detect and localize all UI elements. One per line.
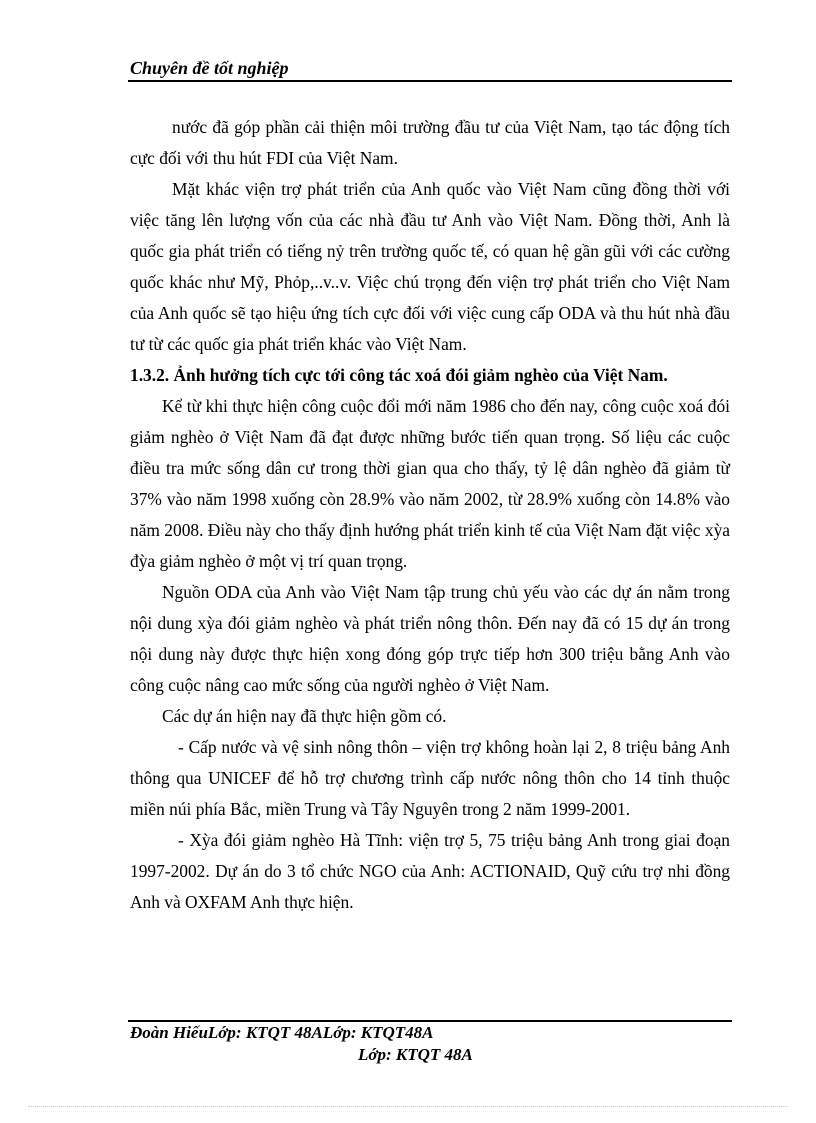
paragraph-3: Kể từ khi thực hiện công cuộc đổi mới năm 1986 cho đến nay, công cuộc xoá đói giảm nghèo ở Việt Nam đã đạt được những bước tiến quan trọng. Số liệu các cuộc điều tra mức sống dân cư trong thời gian qua cho thấy, tỷ lệ dân nghèo đã giảm từ 37% vào năm 1998 xuống còn 28.9% vào năm 2002, từ 28.9% xuống còn 14.8% vào năm 2008. Điều này cho thấy định hướng phát triển kinh tế của Việt Nam đặt việc xỳa đỳa giảm nghèo ở một vị trí quan trọng. <box>130 396 730 571</box>
page-header-title: Chuyên đề tốt nghiệp <box>130 58 289 78</box>
paragraph-4: Nguồn ODA của Anh vào Việt Nam tập trung chủ yếu vào các dự án nằm trong nội dung xỳa đói giảm nghèo và phát triển nông thôn. Đến nay đã có 15 dự án trong nội dung này được thực hiện xong đóng góp trực tiếp hơn 300 triệu bằng Anh vào công cuộc nâng cao mức sống của người nghèo ở Việt Nam. <box>130 582 730 695</box>
paragraph-2: Mặt khác viện trợ phát triển của Anh quốc vào Việt Nam cũng đồng thời với việc tăng lên lượng vốn của các nhà đầu tư Anh vào Việt Nam. Đồng thời, Anh là quốc gia phát triển có tiếng nỷ trên trường quốc tế, có quan hệ gần gũi với các cường quốc khác như Mỹ, Phỏp,..v..v. Việc chú trọng đến viện trợ phát triển cho Việt Nam của Anh quốc sẽ tạo hiệu ứng tích cực đối với việc cung cấp ODA và thu hút nhà đầu tư từ các quốc gia phát triển khác vào Việt Nam. <box>130 179 730 354</box>
header-rule <box>128 80 732 82</box>
paragraph-5: Các dự án hiện nay đã thực hiện gồm có. <box>162 706 447 726</box>
document-body <box>130 112 730 918</box>
footer-rule <box>128 1020 732 1022</box>
bullet-item-1: - Cấp nước và vệ sinh nông thôn – viện trợ không hoàn lại 2, 8 triệu bảng Anh thông qua UNICEF để hỗ trợ chương trình cấp nước nông thôn cho 14 tỉnh thuộc miền núi phía Bắc, miền Trung và Tây Nguyên trong 2 năm 1999-2001. <box>130 737 730 819</box>
footer-class-line: Lớp: KTQT 48A <box>358 1045 473 1064</box>
bullet-item-2: - Xỳa đói giảm nghèo Hà Tĩnh: viện trợ 5, 75 triệu bảng Anh trong giai đoạn 1997-2002. Dự án do 3 tổ chức NGO của Anh: ACTIONAID, Quỹ cứu trợ nhi đồng Anh và OXFAM Anh thực hiện. <box>130 830 730 912</box>
footer-author-line: Đoàn HiếuLớp: KTQT 48ALớp: KTQT48A <box>130 1023 434 1042</box>
page-bottom-dotted-divider <box>28 1106 788 1107</box>
paragraph-1: nước đã góp phần cải thiện môi trường đầu tư của Việt Nam, tạo tác động tích cực đối với thu hút FDI của Việt Nam. <box>130 117 730 168</box>
section-heading: 1.3.2. Ảnh hưởng tích cực tới công tác xoá đói giảm nghèo của Việt Nam. <box>130 365 668 385</box>
